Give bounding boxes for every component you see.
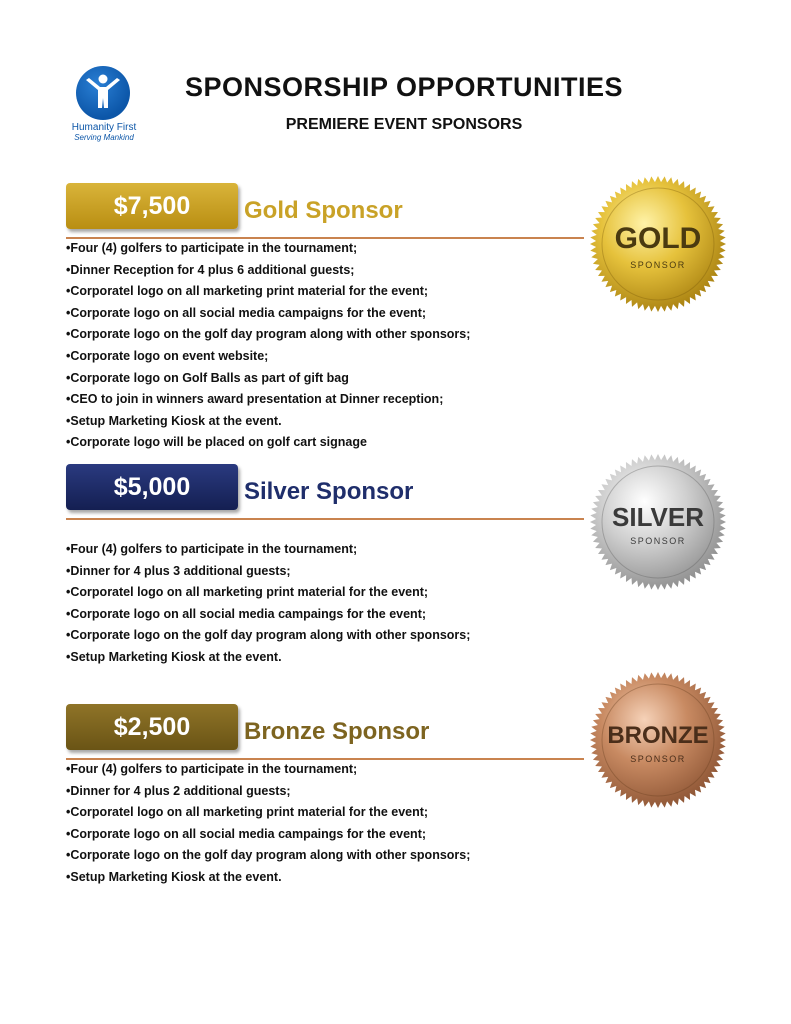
page-title: SPONSORSHIP OPPORTUNITIES [184, 72, 624, 102]
list-item: • Setup Marketing Kiosk at the event. [66, 867, 470, 889]
logo-tagline: Serving Mankind [74, 133, 134, 142]
gold-seal-sublabel: SPONSOR [630, 260, 686, 270]
list-item: • Dinner Reception for 4 plus 6 additional guests; [66, 260, 470, 282]
list-item: • Corporate logo on the golf day program along with other sponsors; [66, 845, 470, 867]
silver-seal-sublabel: SPONSOR [630, 536, 686, 546]
logo-name: Humanity First [71, 122, 137, 133]
list-item: • Dinner for 4 plus 3 additional guests; [66, 561, 470, 583]
list-item: • Corporate logo on event website; [66, 346, 470, 368]
list-item: • CEO to join in winners award presentation at Dinner reception; [66, 389, 470, 411]
bronze-benefits-list [66, 759, 470, 889]
gold-price-badge: $7,500 [66, 183, 238, 229]
list-item: • Corporatel logo on all marketing print material for the event; [66, 802, 470, 824]
silver-price-badge: $5,000 [66, 464, 238, 510]
list-item: • Corporate logo on the golf day program along with other sponsors; [66, 324, 470, 346]
list-item: • Corporate logo will be placed on golf cart signage [66, 432, 470, 454]
list-item: • Four (4) golfers to participate in the tournament; [66, 238, 470, 260]
list-item: • Corporate logo on all social media campaings for the event; [66, 604, 470, 626]
silver-divider [66, 518, 584, 520]
bronze-seal-sublabel: SPONSOR [630, 754, 686, 764]
silver-tier-name: Silver Sponsor [244, 478, 414, 505]
silver-benefits-list [66, 539, 470, 669]
list-item: • Four (4) golfers to participate in the tournament; [66, 759, 470, 781]
list-item: • Setup Marketing Kiosk at the event. [66, 647, 470, 669]
bronze-tier-name: Bronze Sponsor [244, 718, 430, 745]
gold-seal-icon [588, 174, 728, 314]
bronze-seal-icon [588, 670, 728, 810]
list-item: • Dinner for 4 plus 2 additional guests; [66, 781, 470, 803]
list-item: • Setup Marketing Kiosk at the event. [66, 411, 470, 433]
bronze-seal-label: BRONZE [607, 722, 709, 749]
logo-figure-icon [76, 66, 130, 120]
list-item: • Corporatel logo on all marketing print material for the event; [66, 281, 470, 303]
gold-tier-name: Gold Sponsor [244, 197, 403, 224]
list-item: • Corporate logo on all social media campaigns for the event; [66, 303, 470, 325]
gold-benefits-list [66, 238, 470, 454]
silver-seal-icon [588, 452, 728, 592]
list-item: • Corporate logo on all social media campaings for the event; [66, 824, 470, 846]
list-item: • Corporate logo on the golf day program along with other sponsors; [66, 625, 470, 647]
page-subtitle: PREMIERE EVENT SPONSORS [285, 116, 523, 133]
humanity-first-logo [62, 66, 152, 146]
bronze-price-badge: $2,500 [66, 704, 238, 750]
list-item: • Corporate logo on Golf Balls as part of gift bag [66, 368, 470, 390]
list-item: • Four (4) golfers to participate in the tournament; [66, 539, 470, 561]
silver-seal-label: SILVER [612, 502, 704, 532]
list-item: • Corporatel logo on all marketing print material for the event; [66, 582, 470, 604]
gold-seal-label: GOLD [614, 222, 702, 255]
